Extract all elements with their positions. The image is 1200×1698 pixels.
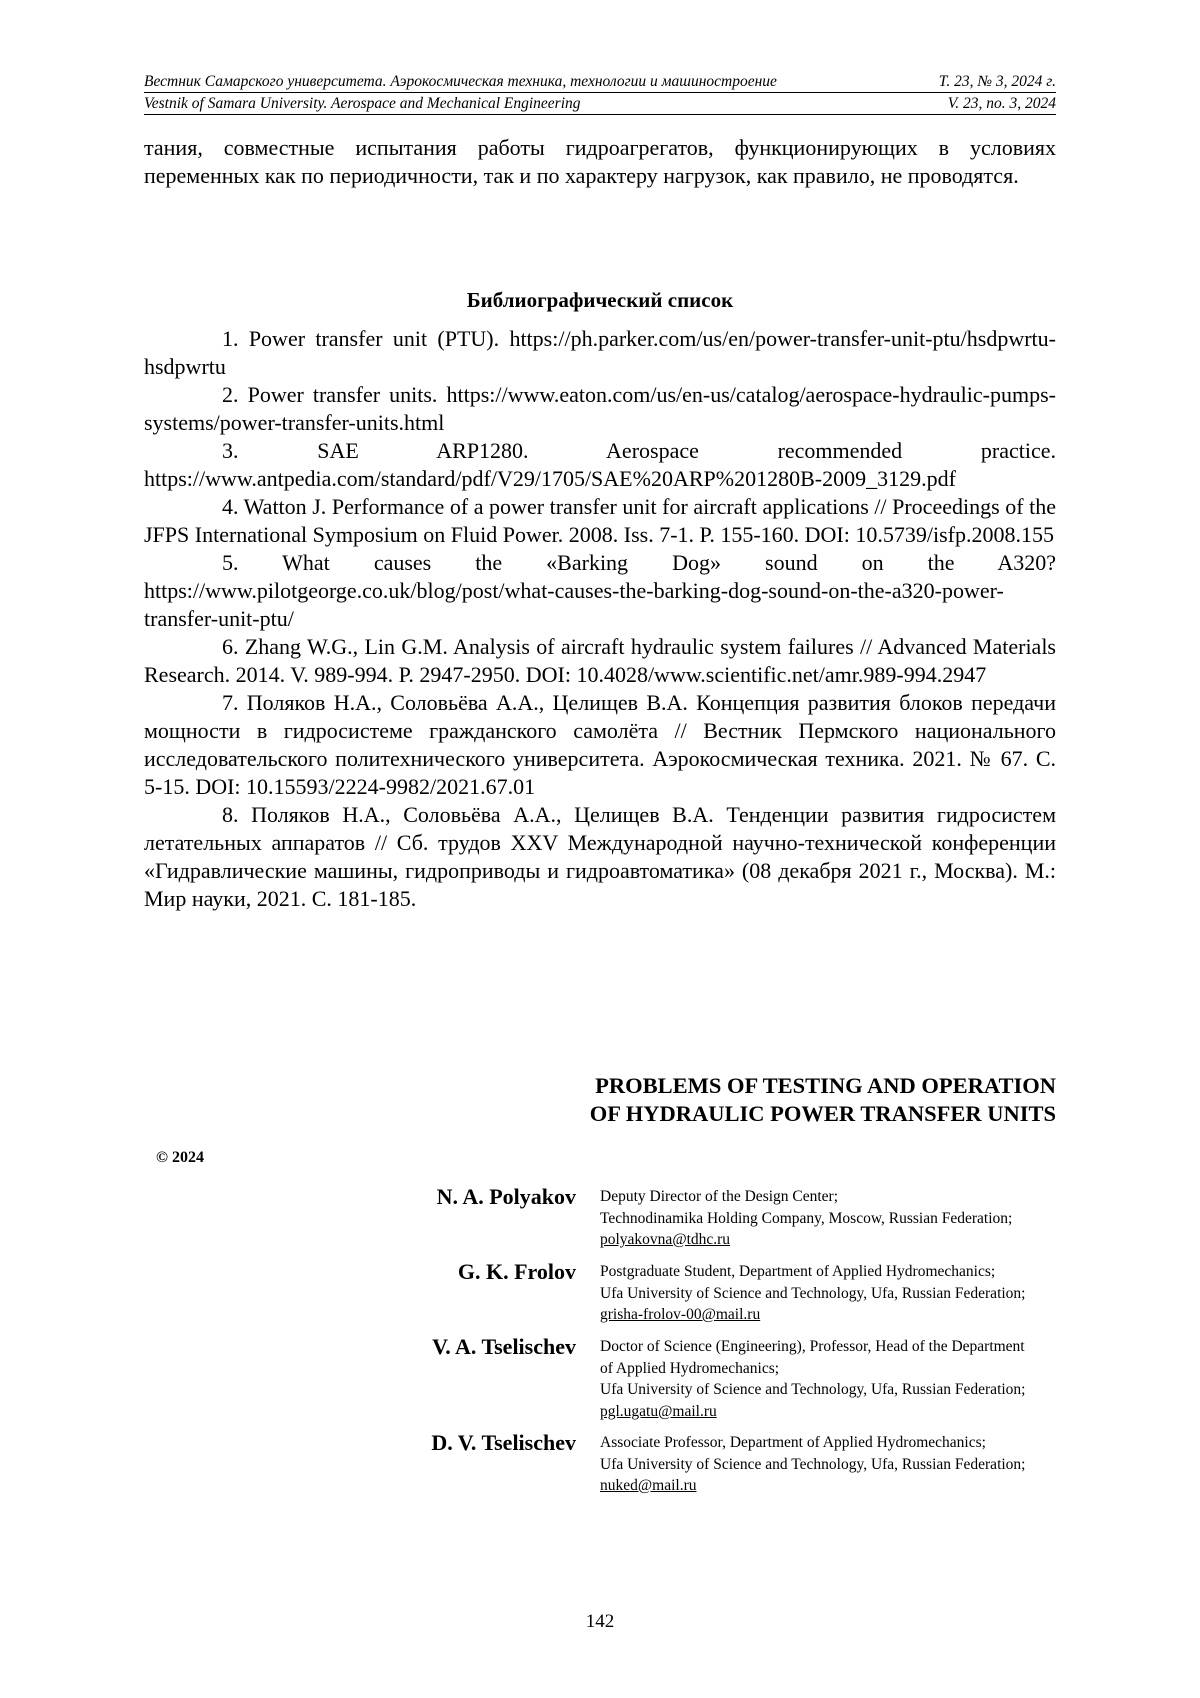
- issue-en: V. 23, no. 3, 2024: [947, 95, 1056, 112]
- copyright-notice: © 2024: [156, 1149, 204, 1166]
- english-title-line-2: OF HYDRAULIC POWER TRANSFER UNITS: [589, 1101, 1056, 1126]
- affiliation-line: Ufa University of Science and Technology, Ufa, Russian Federation;: [600, 1381, 1026, 1398]
- affiliation-line: Ufa University of Science and Technology, Ufa, Russian Federation;: [600, 1284, 1026, 1302]
- issue-ru: Т. 23, № 3, 2024 г.: [938, 73, 1056, 90]
- reference-item: 7. Поляков Н.А., Соловьёва А.А., Целищев В.А. Концепция развития блоков передачи мощности в гидросистеме гражданского самолёта // Вестник Пермского национального исследовательского политехнического университета. Аэрокосмическая техника. 2021. № 67. С. 5-15. DOI: 10.15593/2224-9982/2021.67.01: [144, 690, 1056, 799]
- affiliation-line: Doctor of Science (Engineering), Professor, Head of the Department: [600, 1338, 1025, 1355]
- author-email-link[interactable]: grisha-frolov-00@mail.ru: [600, 1306, 761, 1323]
- affiliation-line: Technodinamika Holding Company, Moscow, Russian Federation;: [600, 1209, 1013, 1227]
- author-name: N. A. Polyakov: [436, 1184, 576, 1209]
- english-title-line-1: PROBLEMS OF TESTING AND OPERATION: [595, 1073, 1056, 1098]
- running-header-ru: [144, 72, 1056, 93]
- reference-item: 8. Поляков Н.А., Соловьёва А.А., Целищев В.А. Тенденции развития гидросистем летательных аппаратов // Сб. трудов XXV Международной научно-технической конференции «Гидравлические машины, гидроприводы и гидроавтоматика» (08 декабря 2021 г., Москва). М.: Мир науки, 2021. С. 181-185.: [144, 802, 1056, 911]
- english-article-title: [590, 1072, 1056, 1128]
- journal-name-ru: Вестник Самарского университета. Аэрокосмическая техника, технологии и машиностроение: [144, 73, 777, 90]
- reference-item: 3. SAE ARP1280. Aerospace recommended practice. https://www.antpedia.com/standard/pdf/V29/1705/SAE%20ARP%201280B-2009_3129.pdf: [144, 438, 1056, 491]
- reference-item: 2. Power transfer units. https://www.eaton.com/us/en-us/catalog/aerospace-hydraulic-pumps-systems/power-transfer-units.html: [144, 382, 1056, 435]
- affiliation-line: Ufa University of Science and Technology, Ufa, Russian Federation;: [600, 1455, 1026, 1473]
- affiliation-line: Deputy Director of the Design Center;: [600, 1188, 839, 1205]
- author-affiliation: [600, 1261, 1120, 1326]
- intro-paragraph: тания, совместные испытания работы гидроагрегатов, функционирующих в условиях переменных как по периодичности, так и по характеру нагрузок, как правило, не проводятся.: [144, 135, 1056, 188]
- page-number: 142: [585, 1611, 615, 1632]
- author-name: V. A. Tselischev: [432, 1334, 576, 1359]
- running-header-en: [144, 94, 1056, 115]
- affiliation-line: Postgraduate Student, Department of Applied Hydromechanics;: [600, 1263, 996, 1280]
- author-name: G. K. Frolov: [457, 1259, 576, 1284]
- reference-item: 1. Power transfer unit (PTU). https://ph.parker.com/us/en/power-transfer-unit-ptu/hsdpwrtu-hsdpwrtu: [144, 326, 1056, 379]
- author-affiliation: [600, 1186, 1120, 1251]
- reference-item: 6. Zhang W.G., Lin G.M. Analysis of aircraft hydraulic system failures // Advanced Materials Research. 2014. V. 989-994. P. 2947-2950. DOI: 10.4028/www.scientific.net/amr.989-994.2947: [144, 634, 1056, 687]
- reference-list: [144, 325, 1056, 913]
- affiliation-line: of Applied Hydromechanics;: [600, 1359, 780, 1377]
- reference-item: 4. Watton J. Performance of a power transfer unit for aircraft applications // Proceedings of the JFPS International Symposium on Fluid Power. 2008. Iss. 7-1. P. 155-160. DOI: 10.5739/isfp.2008.155: [144, 494, 1056, 547]
- author-affiliation: [600, 1432, 1120, 1497]
- affiliation-line: Associate Professor, Department of Applied Hydromechanics;: [600, 1434, 986, 1451]
- reference-item: 5. What causes the «Barking Dog» sound on the A320? https://www.pilotgeorge.co.uk/blog/post/what-causes-the-barking-dog-sound-on-the-a320-power-transfer-unit-ptu/: [144, 550, 1056, 631]
- author-name: D. V. Tselischev: [431, 1430, 576, 1455]
- author-affiliation: [600, 1336, 1120, 1422]
- journal-name-en: Vestnik of Samara University. Aerospace and Mechanical Engineering: [144, 95, 581, 112]
- author-email-link[interactable]: polyakovna@tdhc.ru: [600, 1231, 731, 1248]
- author-email-link[interactable]: pgl.ugatu@mail.ru: [600, 1402, 717, 1420]
- bibliography-title: Библиографический список: [466, 288, 734, 312]
- author-email-link[interactable]: nuked@mail.ru: [600, 1477, 697, 1494]
